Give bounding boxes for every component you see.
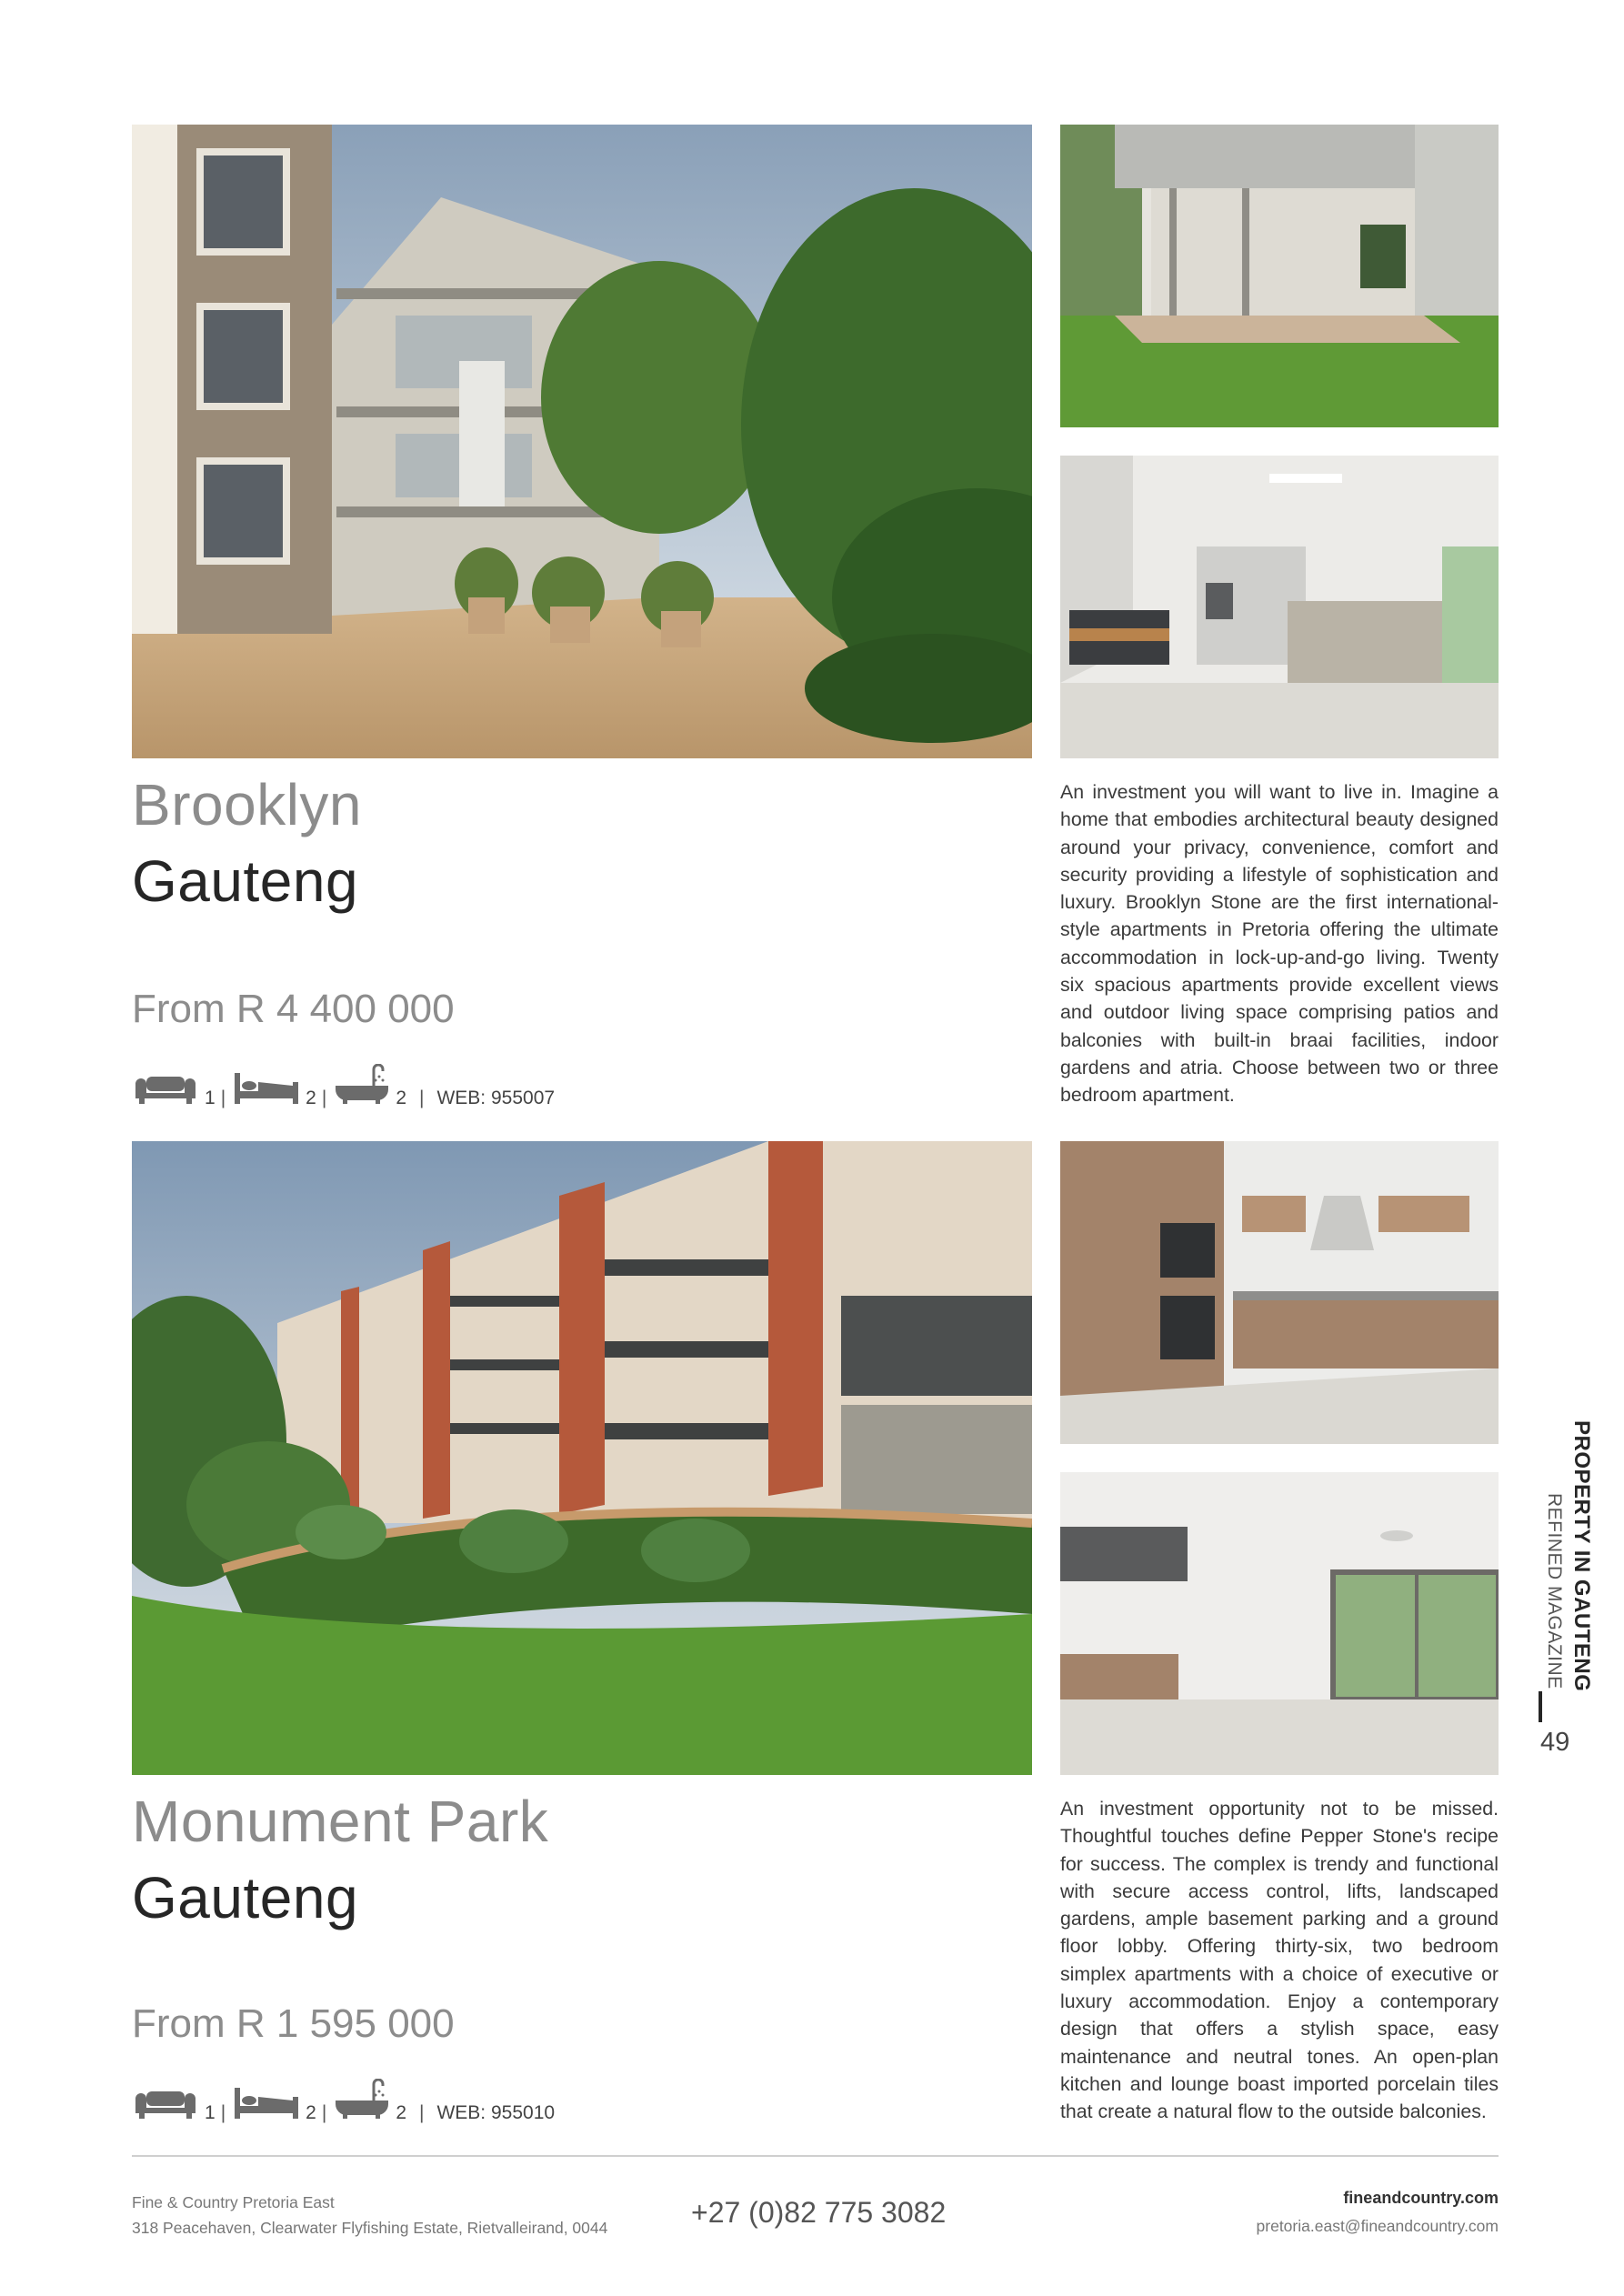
sofa-icon xyxy=(132,1071,199,1109)
bed-icon xyxy=(233,2086,300,2124)
divider: | xyxy=(220,2102,226,2123)
listing-specs xyxy=(132,2088,555,2124)
bedroom-count: 2 xyxy=(306,1088,316,1108)
web-reference: WEB: 955007 xyxy=(436,1088,556,1108)
brooklyn-exterior-photo xyxy=(132,125,1032,758)
listing-price: From R 4 400 000 xyxy=(132,987,455,1031)
listing-description: An investment you will want to live in. Imagine a home that embodies architectural beauty designed around your privacy, convenience, comfort and security providing a lifestyle of sophistication and luxury. Brooklyn Stone are the first international-style apartments in Pretoria offering the ultimate accommodation in lock-up-and-go living. Twenty six spacious apartments provide excellent views and outdoor living space comprising patios and balconies with built-in braai facilities, indoor gardens and atria. Choose between two or three bedroom apartment. xyxy=(1060,781,1499,1107)
bed-icon xyxy=(233,1071,300,1109)
email-link[interactable]: pretoria.east@fineandcountry.com xyxy=(1256,2217,1499,2235)
magazine-name: REFINED MAGAZINE xyxy=(1544,1493,1565,1689)
web-reference: WEB: 955010 xyxy=(436,2102,556,2123)
divider: | xyxy=(220,1088,226,1108)
monument-park-exterior-photo xyxy=(132,1141,1032,1775)
bathtub-icon xyxy=(334,2079,390,2124)
website-link[interactable]: fineandcountry.com xyxy=(1343,2189,1499,2207)
monument-park-living-photo xyxy=(1060,1472,1499,1775)
divider: | xyxy=(419,1088,425,1108)
bathroom-count: 2 xyxy=(396,2102,406,2123)
bathroom-count: 2 xyxy=(396,1088,406,1108)
listing-province: Gauteng xyxy=(132,1865,359,1930)
phone-number: +27 (0)82 775 3082 xyxy=(691,2196,947,2229)
monument-park-kitchen-photo xyxy=(1060,1141,1499,1444)
listing-description: An investment opportunity not to be missed. Thoughtful touches define Pepper Stone's recipe for success. The complex is trendy and functional with secure access control, lifts, landscaped gardens, ample basement parking and a ground floor lobby. Offering thirty-six, two bedroom simplex apartments with a choice of executive or luxury accommodation. Enjoy a contemporary design that offers a stylish space, easy maintenance and neutral tones. An open-plan kitchen and lounge boast imported porcelain tiles that create a natural flow to the outside balconies. xyxy=(1060,1798,1499,2123)
divider: | xyxy=(419,2102,425,2123)
lounge-count: 1 xyxy=(205,1088,216,1108)
listing-specs xyxy=(132,1073,555,1109)
divider: | xyxy=(321,1088,327,1108)
office-address: 318 Peacehaven, Clearwater Flyfishing Estate, Rietvalleirand, 0044 xyxy=(132,2219,608,2237)
lounge-count: 1 xyxy=(205,2102,216,2123)
divider xyxy=(1539,1691,1542,1722)
listing-province: Gauteng xyxy=(132,848,359,914)
footer-divider xyxy=(132,2155,1499,2157)
divider: | xyxy=(321,2102,327,2123)
listing-suburb: Brooklyn xyxy=(132,772,362,837)
listing-price: From R 1 595 000 xyxy=(132,2001,455,2046)
page-number: 49 xyxy=(1540,1728,1570,1757)
brooklyn-kitchen-photo xyxy=(1060,456,1499,758)
office-name: Fine & Country Pretoria East xyxy=(132,2193,335,2211)
brooklyn-patio-photo xyxy=(1060,125,1499,427)
section-title: PROPERTY IN GAUTENG xyxy=(1569,1420,1594,1692)
bathtub-icon xyxy=(334,1064,390,1109)
listing-suburb: Monument Park xyxy=(132,1789,549,1854)
bedroom-count: 2 xyxy=(306,2102,316,2123)
sofa-icon xyxy=(132,2086,199,2124)
